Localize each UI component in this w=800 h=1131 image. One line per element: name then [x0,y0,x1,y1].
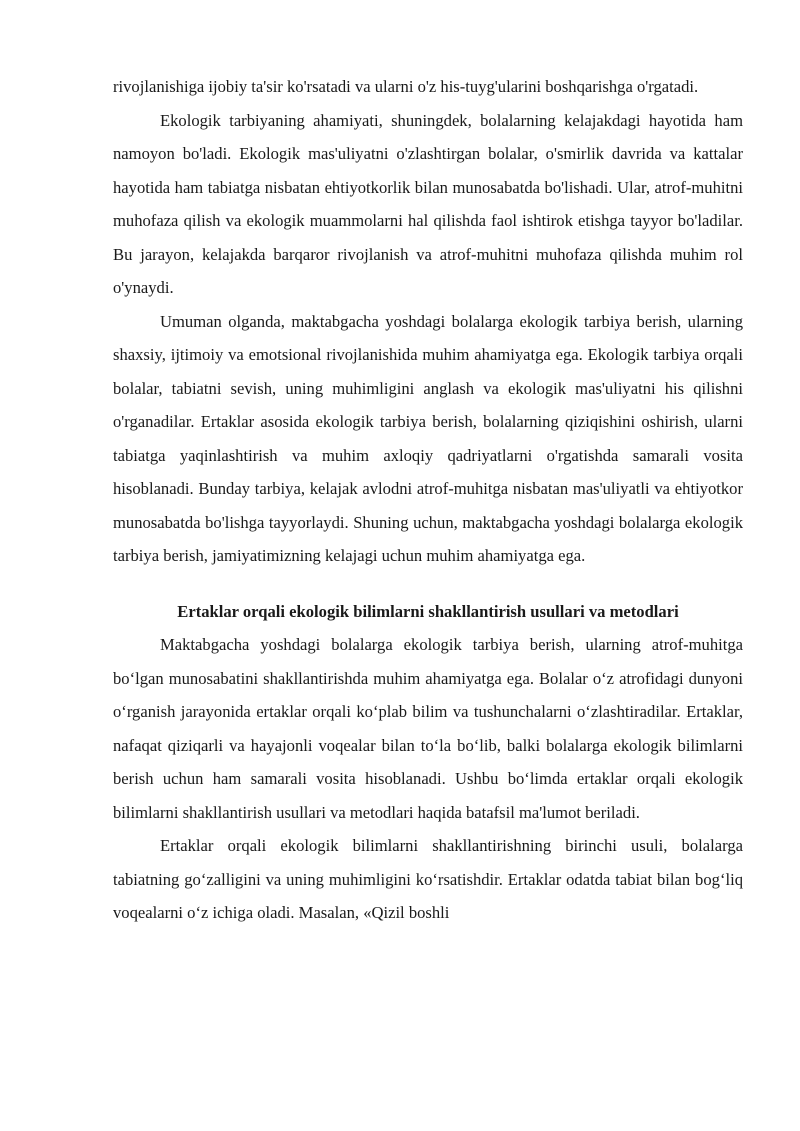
paragraph: Maktabgacha yoshdagi bolalarga ekologik tarbiya berish, ularning atrof-muhitga bo‘lgan munosabatini shakllantirishda muhim ahamiyatga ega. Bolalar o‘z atrofidagi dunyoni o‘rganish jarayonida ertaklar orqali ko‘plab bilim va tushunchalarni o‘zlashtiradilar. Ertaklar, nafaqat qiziqarli va hayajonli voqealar bilan to‘la bo‘lib, balki bolalarga ekologik bilimlarni berish uchun ham samarali vosita hisoblanadi. Ushbu bo‘limda ertaklar orqali ekologik bilimlarni shakllantirish usullari va metodlari haqida batafsil ma'lumot beriladi. [113,635,743,822]
document-page [113,70,743,930]
section-heading: Ertaklar orqali ekologik bilimlarni shakllantirish usullari va metodlari [177,601,679,621]
paragraph: Ertaklar orqali ekologik bilimlarni shakllantirishning birinchi usuli, bolalarga tabiatning go‘zalligini va uning muhimligini ko‘rsatishdir. Ertaklar odatda tabiat bilan bog‘liq voqealarni o‘z ichiga oladi. Masalan, «Qizil boshli [113,836,743,922]
paragraph: Ekologik tarbiyaning ahamiyati, shuningdek, bolalarning kelajakdagi hayotida ham namoyon bo'ladi. Ekologik mas'uliyatni o'zlashtirgan bolalar, o'smirlik davrida va kattalar hayotida ham tabiatga nisbatan ehtiyotkorlik bilan munosabatda bo'lishadi. Ular, atrof-muhitni muhofaza qilish va ekologik muammolarni hal qilishda faol ishtirok etishga tayyor bo'ladilar. Bu jarayon, kelajakda barqaror rivojlanish va atrof-muhitni muhofaza qilishda muhim rol o'ynaydi. [113,110,743,297]
paragraph-continued: rivojlanishiga ijobiy ta'sir ko'rsatadi va ularni o'z his-tuyg'ularini boshqarishga o'rgatadi. [113,77,699,96]
paragraph: Umuman olganda, maktabgacha yoshdagi bolalarga ekologik tarbiya berish, ularning shaxsiy, ijtimoiy va emotsional rivojlanishida muhim ahamiyatga ega. Ekologik tarbiya orqali bolalar, tabiatni sevish, uning muhimligini anglash va ekologik mas'uliyatni his qilishni o'rganadilar. Ertaklar asosida ekologik tarbiya berish, bolalarning qiziqishini oshirish, ularni tabiatga yaqinlashtirish va muhim axloqiy qadriyatlarni o'rgatishda samarali vosita hisoblanadi. Bunday tarbiya, kelajak avlodni atrof-muhitga nisbatan mas'uliyatli va ehtiyotkor munosabatda bo'lishga tayyorlaydi. Shuning uchun, maktabgacha yoshdagi bolalarga ekologik tarbiya berish, jamiyatimizning kelajagi uchun muhim ahamiyatga ega. [113,311,743,565]
